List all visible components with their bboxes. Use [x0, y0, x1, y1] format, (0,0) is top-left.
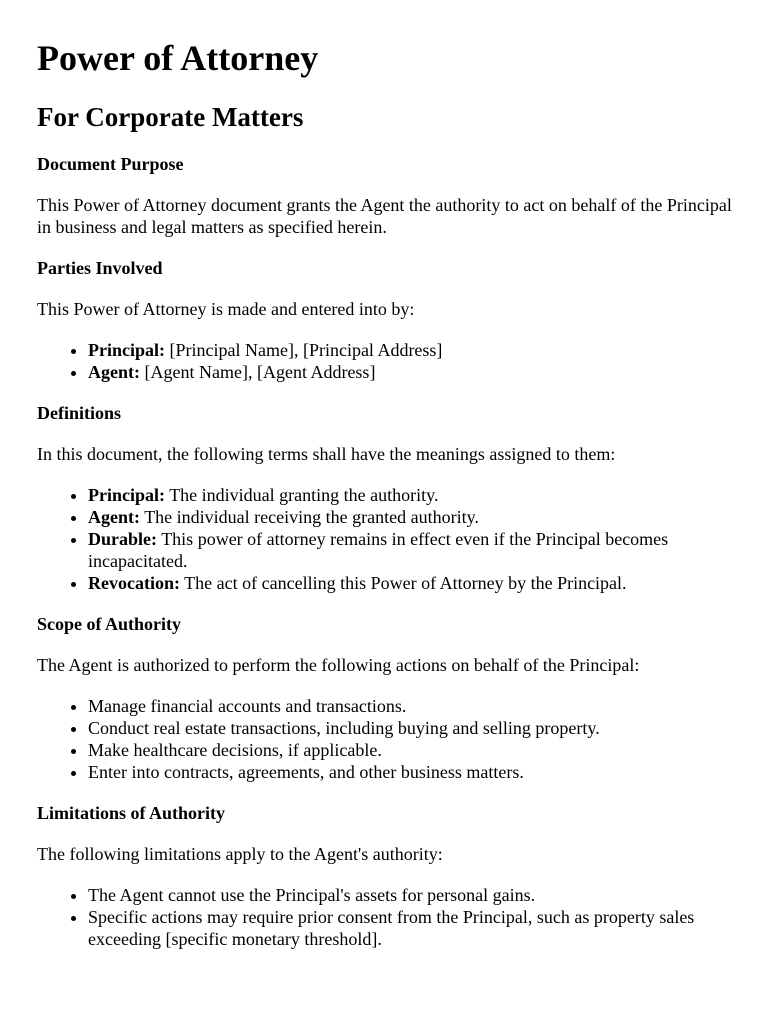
list-item-text: The act of cancelling this Power of Attorney by the Principal.	[184, 573, 627, 593]
list-item: • Conduct real estate transactions, including buying and selling property.	[88, 717, 734, 739]
list-item	[88, 528, 734, 572]
section-heading-document-purpose: Document Purpose	[37, 154, 184, 174]
list-item-text: This power of attorney remains in effect even if the Principal becomes incapacitated.	[88, 529, 669, 571]
section-paragraph-parties-involved: This Power of Attorney is made and entered into by:	[37, 299, 415, 319]
list-item: • The Agent cannot use the Principal's assets for personal gains.	[88, 884, 734, 906]
list-item-term: Agent:	[88, 362, 140, 382]
limitations-list	[37, 884, 734, 950]
section-paragraph-limitations-of-authority: The following limitations apply to the Agent's authority:	[37, 844, 443, 864]
list-item: • Manage financial accounts and transactions.	[88, 695, 734, 717]
section-paragraph-document-purpose: This Power of Attorney document grants the Agent the authority to act on behalf of the Principal in business and legal matters as specified herein.	[37, 195, 732, 237]
list-item: • Specific actions may require prior consent from the Principal, such as property sales exceeding [specific monetary threshold].	[88, 906, 734, 950]
document-title: Power of Attorney	[37, 38, 319, 78]
list-item	[88, 361, 734, 383]
list-item-text: [Principal Name], [Principal Address]	[169, 340, 443, 360]
parties-list	[37, 339, 734, 383]
section-heading-parties-involved: Parties Involved	[37, 258, 163, 278]
list-item: • Enter into contracts, agreements, and other business matters.	[88, 761, 734, 783]
list-item	[88, 339, 734, 361]
list-item-term: Principal:	[88, 340, 165, 360]
list-item	[88, 572, 734, 594]
list-item-text: [Agent Name], [Agent Address]	[144, 362, 376, 382]
list-item-term: Revocation:	[88, 573, 180, 593]
section-paragraph-definitions: In this document, the following terms shall have the meanings assigned to them:	[37, 444, 616, 464]
list-item-text: The individual receiving the granted authority.	[144, 507, 479, 527]
list-item-text: The individual granting the authority.	[169, 485, 439, 505]
list-item-term: Durable:	[88, 529, 157, 549]
section-heading-scope-of-authority: Scope of Authority	[37, 614, 181, 634]
section-heading-limitations-of-authority: Limitations of Authority	[37, 803, 226, 823]
section-paragraph-scope-of-authority: The Agent is authorized to perform the following actions on behalf of the Principal:	[37, 655, 640, 675]
list-item: • Make healthcare decisions, if applicable.	[88, 739, 734, 761]
definitions-list	[37, 484, 734, 594]
scope-list	[37, 695, 734, 783]
list-item-term: Agent:	[88, 507, 140, 527]
list-item	[88, 506, 734, 528]
list-item	[88, 484, 734, 506]
document-subtitle: For Corporate Matters	[37, 102, 304, 132]
section-heading-definitions: Definitions	[37, 403, 122, 423]
list-item-term: Principal:	[88, 485, 165, 505]
